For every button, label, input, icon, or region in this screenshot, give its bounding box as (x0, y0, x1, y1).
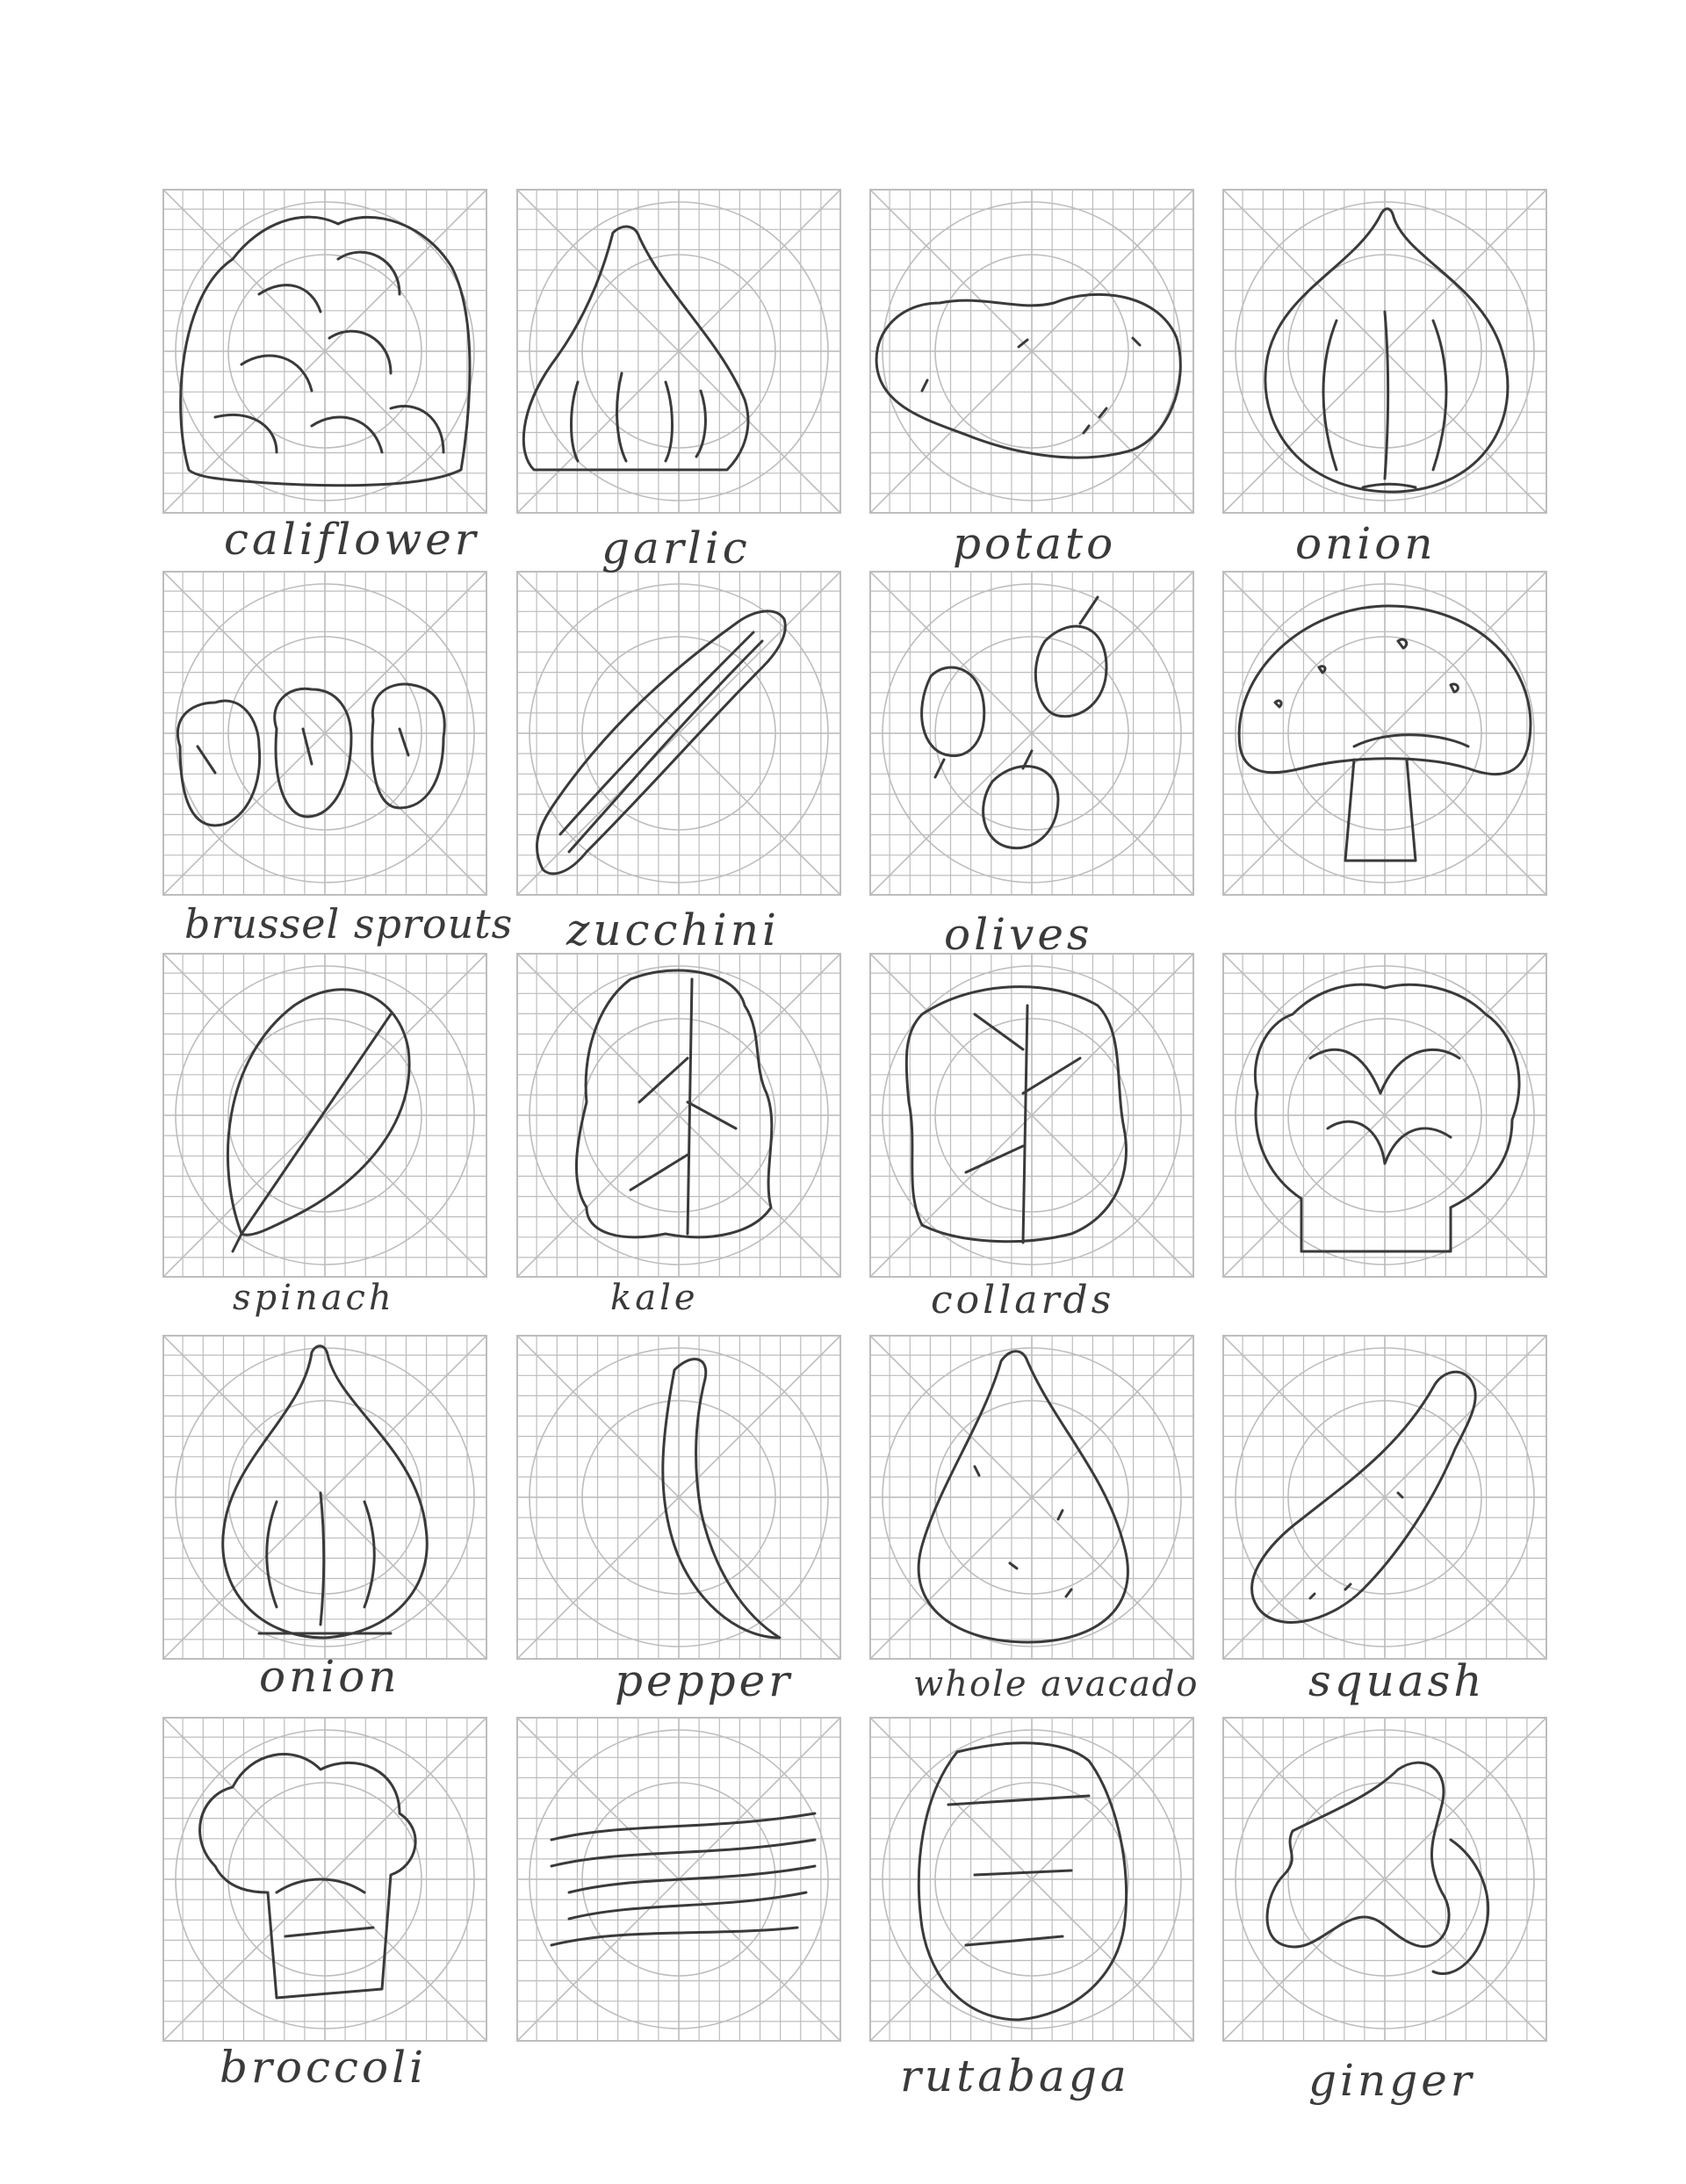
kale-sketch (576, 970, 771, 1237)
onion-sketch-1 (1265, 209, 1508, 492)
grid-lines (516, 571, 841, 896)
label-spinach: spinach (233, 1278, 395, 1318)
grid-lines (162, 571, 487, 896)
icon-template-cell (869, 189, 1194, 514)
grid-template (162, 1717, 487, 2042)
icon-template-cell (516, 571, 841, 896)
potato-sketch (876, 294, 1180, 458)
icon-template-cell (516, 1717, 841, 2042)
grid-template (869, 1717, 1194, 2042)
grid-lines (869, 571, 1194, 896)
label-potato: potato (953, 518, 1117, 569)
grid-template (1222, 953, 1547, 1278)
icon-template-cell (869, 1335, 1194, 1660)
grid-template (162, 953, 487, 1278)
icon-template-cell (162, 571, 487, 896)
label-califlower: califlower (224, 514, 479, 565)
icon-template-cell (1222, 571, 1547, 896)
icon-template-cell (162, 1717, 487, 2042)
grid-lines (516, 189, 841, 514)
label-olives: olives (944, 909, 1093, 960)
grid-lines (1222, 1335, 1547, 1660)
grid-template (516, 1335, 841, 1660)
icon-template-cell (869, 571, 1194, 896)
grid-lines (162, 189, 487, 514)
olives-sketch (922, 597, 1106, 848)
label-garlic: garlic (602, 523, 751, 573)
grid-template (869, 571, 1194, 896)
grid-lines (869, 953, 1194, 1278)
icon-template-cell (1222, 1717, 1547, 2042)
icon-template-cell (516, 1335, 841, 1660)
icon-template-cell (1222, 189, 1547, 514)
grid-lines (516, 953, 841, 1278)
label-rutabaga: rutabaga (900, 2051, 1130, 2101)
grid-template (1222, 571, 1547, 896)
icon-template-cell (1222, 953, 1547, 1278)
label-kale: kale (610, 1278, 699, 1318)
grid-lines (1222, 1717, 1547, 2042)
grid-template (1222, 1335, 1547, 1660)
grid-template (869, 189, 1194, 514)
icon-template-cell (162, 953, 487, 1278)
grid-lines (1222, 953, 1547, 1278)
label-whole-avacado: whole avacado (913, 1664, 1200, 1705)
grid-lines (869, 1335, 1194, 1660)
broccoli-sketch (200, 1755, 416, 1998)
grid-template (162, 189, 487, 514)
label-ginger: ginger (1308, 2055, 1475, 2106)
grid-template (516, 189, 841, 514)
label-onion-1: onion (1295, 518, 1437, 569)
grid-lines (162, 953, 487, 1278)
grid-template (1222, 189, 1547, 514)
label-squash: squash (1308, 1655, 1486, 1706)
zucchini-sketch (537, 611, 785, 874)
label-brussel-sprouts: brussel sprouts (184, 900, 514, 948)
label-broccoli: broccoli (220, 2042, 428, 2093)
icon-template-cell (869, 953, 1194, 1278)
icon-template-cell (516, 189, 841, 514)
label-pepper: pepper (615, 1655, 794, 1706)
icon-template-cell (162, 1335, 487, 1660)
grid-template (1222, 1717, 1547, 2042)
label-collards: collards (931, 1278, 1115, 1323)
icon-template-cell (869, 1717, 1194, 2042)
icon-template-cell (162, 189, 487, 514)
grid-lines (516, 1335, 841, 1660)
grid-template (869, 953, 1194, 1278)
grid-lines (869, 189, 1194, 514)
label-onion-2: onion (259, 1651, 400, 1702)
grid-template (516, 571, 841, 896)
grid-template (516, 953, 841, 1278)
grid-template (162, 1335, 487, 1660)
grid-template (162, 571, 487, 896)
rutabaga-sketch (919, 1743, 1126, 2020)
grid-lines (162, 1335, 487, 1660)
brussel-sprouts-sketch (177, 684, 444, 825)
label-zucchini: zucchini (566, 905, 780, 955)
grid-template (869, 1335, 1194, 1660)
grid-lines (1222, 571, 1547, 896)
grid-template (516, 1717, 841, 2042)
icon-template-cell (516, 953, 841, 1278)
icon-template-cell (1222, 1335, 1547, 1660)
